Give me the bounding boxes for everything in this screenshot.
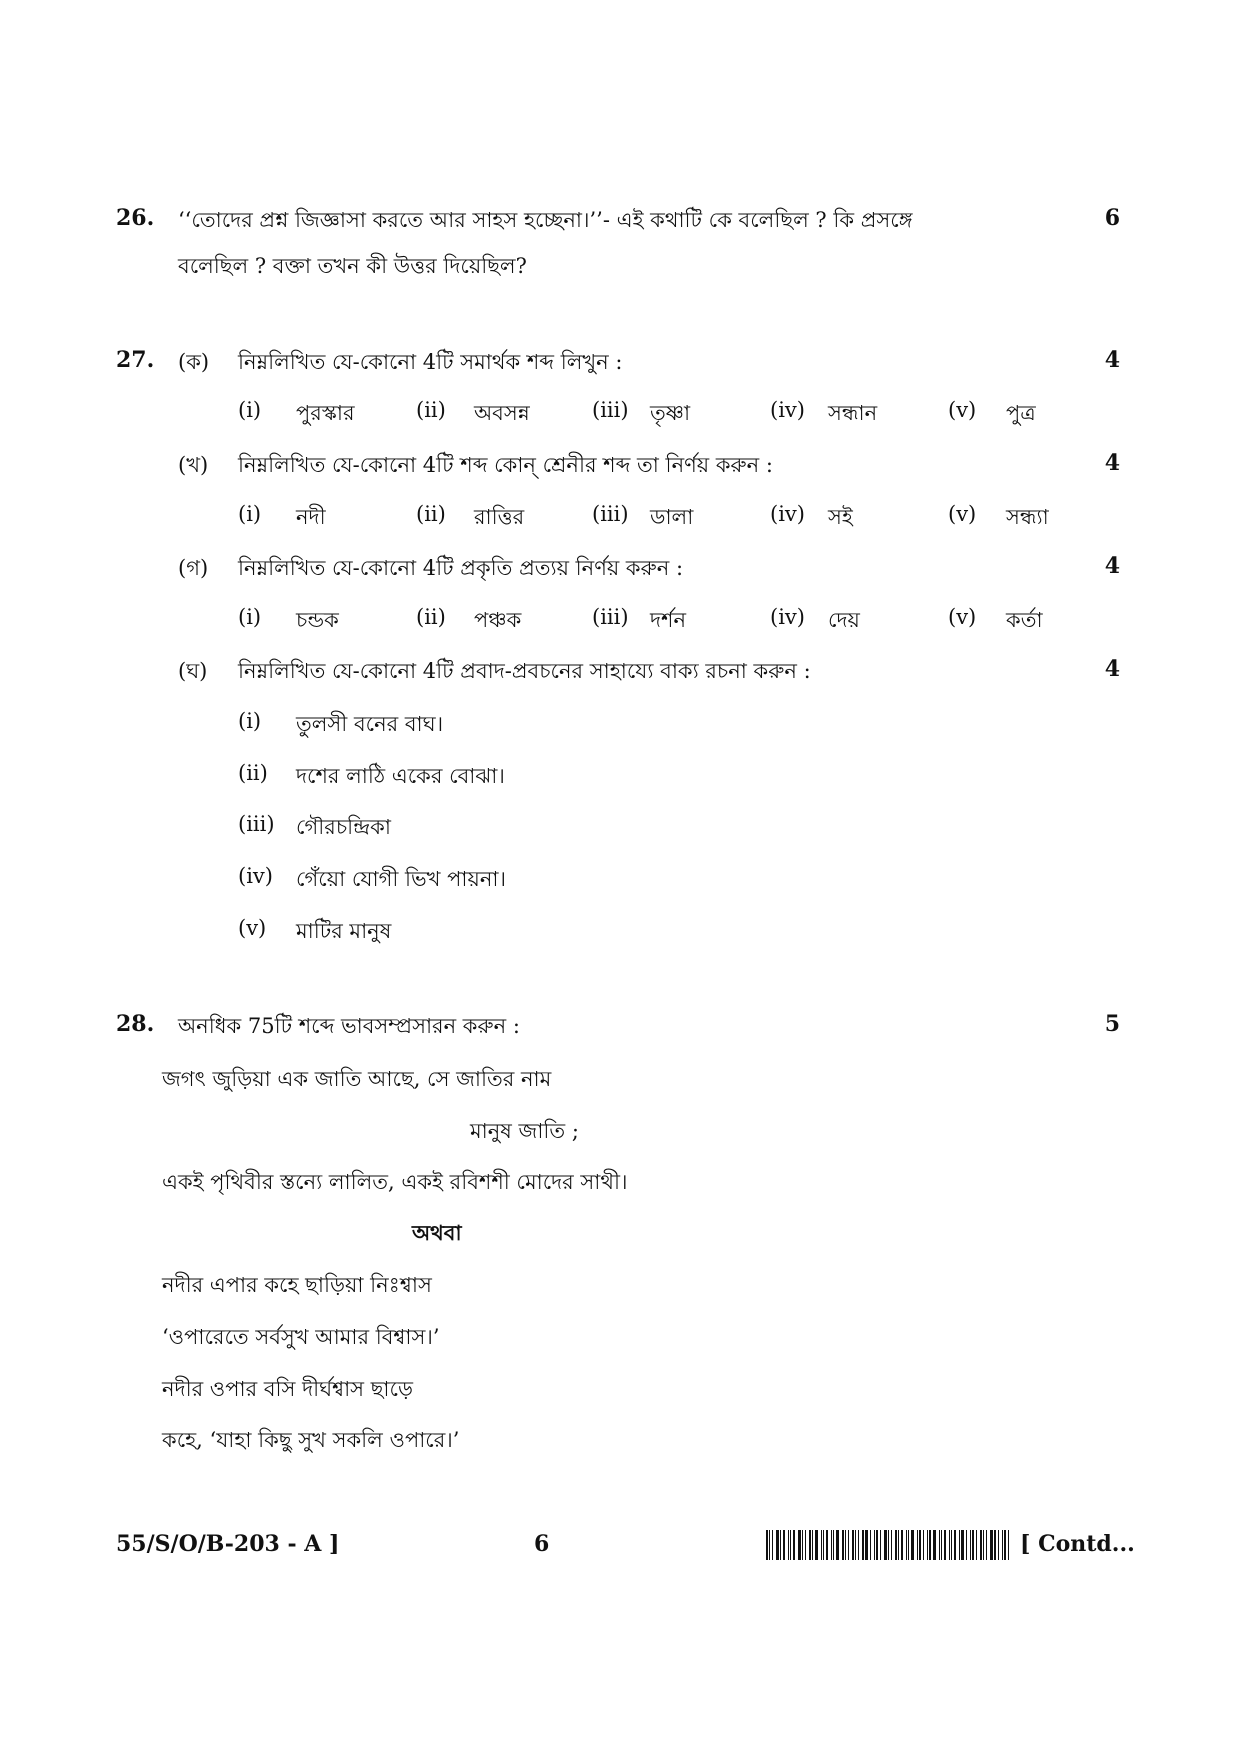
poem1-line-2: মানুষ জাতি ; (470, 1119, 579, 1143)
barcode-bar (802, 1530, 803, 1560)
barcode-bar (998, 1530, 999, 1560)
barcode-bar (990, 1530, 993, 1560)
barcode-bar (891, 1530, 892, 1560)
barcode-bar (776, 1530, 779, 1560)
barcode-bar (1004, 1530, 1006, 1560)
barcode-bar (842, 1530, 844, 1560)
q27-kha-opt-2-text: রাত্তির (474, 505, 525, 529)
q27-ka-opt-3-num: (iii) (592, 398, 629, 422)
q27-ga-opt-2-num: (ii) (416, 605, 446, 629)
q27-ka-opt-4-num: (iv) (770, 398, 805, 422)
q27-ga-opt-4-text: দেয় (828, 608, 860, 632)
q27-gha-opt-1-num: (i) (238, 709, 262, 733)
barcode-bar (845, 1530, 846, 1560)
barcode-bar (941, 1530, 942, 1560)
q27-part-kha-instruction: নিম্নলিখিত যে-কোনো 4টি শব্দ কোন্ শ্রেনীর শব্দ তা নির্ণয় করুন : (238, 453, 773, 477)
q27-ga-opt-1-num: (i) (238, 605, 262, 629)
q27-part-gha-marks: 4 (1104, 656, 1120, 682)
barcode-bar (874, 1530, 875, 1560)
barcode-bar (901, 1530, 903, 1560)
poem2-line-2: ‘ওপারেতে সর্বসুখ আমার বিশ্বাস।’ (162, 1325, 440, 1349)
q26-marks: 6 (1104, 205, 1120, 231)
q27-kha-opt-1-text: নদী (296, 505, 326, 529)
q28-number: 28. (116, 1011, 155, 1037)
barcode-bar (826, 1530, 828, 1560)
q27-ka-opt-5-num: (v) (948, 398, 977, 422)
barcode-bar (959, 1530, 960, 1560)
contd-label: [ Contd... (1020, 1531, 1135, 1557)
barcode-bar (961, 1530, 964, 1560)
q27-part-ka-marks: 4 (1104, 347, 1120, 373)
barcode-bar (976, 1530, 977, 1560)
barcode-bar (836, 1530, 839, 1560)
q27-ga-opt-5-text: কর্তা (1006, 608, 1043, 632)
barcode-bar (790, 1530, 791, 1560)
q27-ga-opt-1-text: চন্ডক (296, 608, 339, 632)
barcode-bar (812, 1530, 813, 1560)
poem1-line-3: একই পৃথিবীর স্তন্যে লালিত, একই রবিশশী মোদের সাথী। (162, 1170, 628, 1194)
q27-kha-opt-3-text: ডালা (650, 505, 694, 529)
q27-ka-opt-2-text: অবসন্ন (474, 401, 530, 425)
q27-gha-opt-4-text: গেঁয়ো যোগী ভিখ পায়না। (296, 867, 506, 891)
page-number: 6 (534, 1531, 550, 1557)
q27-gha-opt-3-num: (iii) (238, 812, 275, 836)
barcode-bar (970, 1530, 971, 1560)
q27-gha-opt-5-num: (v) (238, 916, 267, 940)
barcode-bar (983, 1530, 984, 1560)
q27-kha-opt-4-num: (iv) (770, 502, 805, 526)
barcode-bar (986, 1530, 987, 1560)
q27-part-ga-instruction: নিম্নলিখিত যে-কোনো 4টি প্রকৃতি প্রত্যয় নির্ণয় করুন : (238, 556, 684, 580)
q27-ka-opt-3-text: তৃষ্ণা (650, 401, 691, 425)
q27-kha-opt-2-num: (ii) (416, 502, 446, 526)
barcode-bar (852, 1530, 854, 1560)
q27-gha-opt-2-text: দশের লাঠি একের বোঝা। (296, 764, 505, 788)
barcode-bar (831, 1530, 832, 1560)
barcode-bar (919, 1530, 921, 1560)
barcode-bar (884, 1530, 887, 1560)
q27-part-ka-instruction: নিম্নলিখিত যে-কোনো 4টি সমার্থক শব্দ লিখুন : (238, 350, 623, 374)
q27-gha-opt-5-text: মাটির মানুষ (296, 919, 392, 943)
q27-ka-opt-1-num: (i) (238, 398, 262, 422)
q27-ka-opt-5-text: পুত্র (1006, 401, 1036, 425)
q27-part-gha-label: (ঘ) (178, 659, 208, 683)
barcode-bar (888, 1530, 889, 1560)
q27-ga-opt-5-num: (v) (948, 605, 977, 629)
q27-kha-opt-5-num: (v) (948, 502, 977, 526)
barcode-bar (858, 1530, 859, 1560)
barcode-bar (809, 1530, 811, 1560)
q26-line1: ‘‘তোদের প্রশ্ন জিজ্ঞাসা করতে আর সাহস হচ্ছেনা।’’- এই কথাটি কে বলেছিল ? কি প্রসঙ্গে (178, 208, 913, 232)
barcode-bar (862, 1530, 864, 1560)
barcode-bar (966, 1530, 967, 1560)
q28-marks: 5 (1104, 1011, 1120, 1037)
q27-gha-opt-3-text: গৌরচন্দ্রিকা (296, 815, 391, 839)
barcode-image (766, 1530, 1014, 1560)
barcode-bar (911, 1530, 914, 1560)
q27-part-gha-instruction: নিম্নলিখিত যে-কোনো 4টি প্রবাদ-প্রবচনের সাহায্যে বাক্য রচনা করুন : (238, 659, 811, 683)
q28-instruction: অনধিক 75টি শব্দে ভাবসম্প্রসারন করুন : (178, 1014, 520, 1038)
q27-part-ga-label: (গ) (178, 556, 209, 580)
q27-gha-opt-2-num: (ii) (238, 761, 268, 785)
barcode-bar (876, 1530, 878, 1560)
barcode-bar (793, 1530, 795, 1560)
poem1-line-1: জগৎ জুড়িয়া এক জাতি আছে, সে জাতির নাম (162, 1067, 552, 1091)
barcode-bar (927, 1530, 928, 1560)
q27-ka-opt-2-num: (ii) (416, 398, 446, 422)
q27-ga-opt-2-text: পঞ্চক (474, 608, 522, 632)
q27-gha-opt-4-num: (iv) (238, 864, 273, 888)
barcode-bar (972, 1530, 974, 1560)
barcode-bar (933, 1530, 936, 1560)
barcode-bar (823, 1530, 824, 1560)
q27-number: 27. (116, 347, 155, 373)
barcode-bar (929, 1530, 931, 1560)
barcode-bar (944, 1530, 946, 1560)
q27-part-kha-label: (খ) (178, 453, 209, 477)
barcode-bar (994, 1530, 996, 1560)
q26-number: 26. (116, 205, 155, 231)
barcode-bar (949, 1530, 950, 1560)
barcode-bar (898, 1530, 899, 1560)
barcode-bar (951, 1530, 952, 1560)
barcode-bar (848, 1530, 849, 1560)
barcode-bar (855, 1530, 856, 1560)
q27-ga-opt-4-num: (iv) (770, 605, 805, 629)
barcode-bar (923, 1530, 924, 1560)
q27-kha-opt-5-text: সন্ধ্যা (1006, 505, 1049, 529)
barcode-bar (980, 1530, 982, 1560)
barcode-bar (833, 1530, 834, 1560)
q27-ga-opt-3-text: দর্শন (650, 608, 686, 632)
barcode-bar (772, 1530, 773, 1560)
barcode-bar (780, 1530, 781, 1560)
barcode-bar (870, 1530, 871, 1560)
barcode-bar (895, 1530, 897, 1560)
barcode-bar (788, 1530, 789, 1560)
q27-ka-opt-4-text: সন্ধান (828, 401, 878, 425)
barcode-bar (939, 1530, 940, 1560)
barcode-bar (766, 1530, 768, 1560)
poem2-line-1: নদীর এপার কহে ছাড়িয়া নিঃশ্বাস (162, 1273, 432, 1297)
barcode-bar (1002, 1530, 1003, 1560)
q26-line2: বলেছিল ? বক্তা তখন কী উত্তর দিয়েছিল? (178, 254, 527, 278)
barcode-bar (1008, 1530, 1009, 1560)
q27-part-kha-marks: 4 (1104, 450, 1120, 476)
barcode-bar (769, 1530, 770, 1560)
barcode-bar (917, 1530, 918, 1560)
poem2-line-4: কহে, ‘যাহা কিছু সুখ সকলি ওপারে।’ (162, 1428, 460, 1452)
barcode-bar (783, 1530, 785, 1560)
barcode-bar (798, 1530, 801, 1560)
poem2-line-3: নদীর ওপার বসি দীর্ঘশ্বাস ছাড়ে (162, 1377, 413, 1401)
q27-kha-opt-1-num: (i) (238, 502, 262, 526)
barcode-bar (906, 1530, 907, 1560)
barcode-bar (954, 1530, 956, 1560)
barcode-bar (880, 1530, 881, 1560)
q27-kha-opt-4-text: সই (828, 505, 853, 529)
q27-ga-opt-3-num: (iii) (592, 605, 629, 629)
q27-kha-opt-3-num: (iii) (592, 502, 629, 526)
q27-ka-opt-1-text: পুরস্কার (296, 401, 355, 425)
q27-gha-opt-1-text: তুলসী বনের বাঘ। (296, 712, 444, 736)
q27-part-ga-marks: 4 (1104, 553, 1120, 579)
barcode-bar (805, 1530, 806, 1560)
barcode-bar (821, 1530, 822, 1560)
barcode-bar (908, 1530, 909, 1560)
q27-part-ka-label: (ক) (178, 350, 210, 374)
barcode-bar (865, 1530, 868, 1560)
barcode-bar (815, 1530, 818, 1560)
or-heading: অথবা (412, 1220, 462, 1245)
paper-code: 55/S/O/B-203 - A ] (116, 1531, 340, 1557)
